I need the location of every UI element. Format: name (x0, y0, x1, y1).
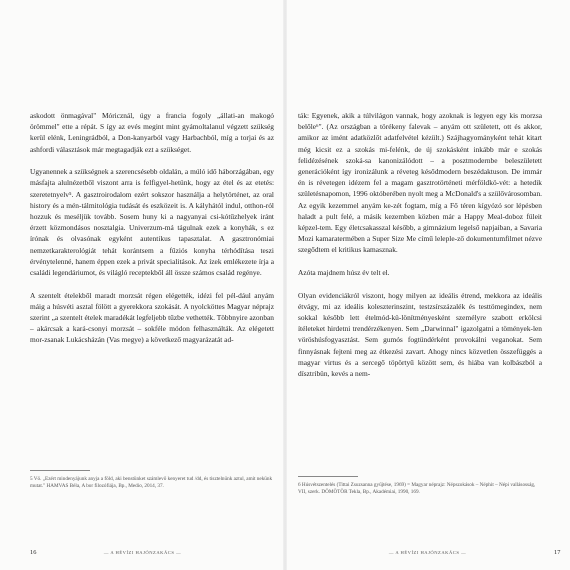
running-head-left: — A HÉVÍZI HAJÓNZAKÁCS — (103, 550, 182, 555)
page-number-left: 16 (30, 549, 37, 556)
right-body-text (298, 110, 542, 379)
page-number-right: 17 (554, 549, 561, 556)
paragraph: Olyan evidenciákról viszont, hogy milyen az ideális étrend, mekkora az ideális étvágy, mi az ideális koleszterinszint, testzsírszázalék és testtömegindex, nem sokkal később lett ételmód-kü-lönítményesként személyre szabott erkölcsi ítéleteket hirdetni trendérzékenyen. Sem „Darwinnal" igazolgatni a tömények-len vöröshúsfogyasztást. Sem gumós fogtündérként provokálni veganokat. Sem finnyásnak fejteni meg az étkezési zavart. Ahogy nincs közvetlen összefüggés a magyar virtus és a sercegő töpörtyű között sem, és hiába van kolbászból a dísztribün, kevés a nem- (298, 290, 542, 379)
left-footnote: 5 Vö. „Ezért mindenyájunk anyja a föld, aki benstünket számlevő kenyeret tud /dd, és tisztelnünk aztul, amit nekünk mutat." HAMVAS Béla, A bor filozófiája, Bp., Medio, 2014, 37. (30, 470, 274, 490)
paragraph: A szentelt ételekből maradt morzsát régen elégették, idézi fel pél-dául anyám máig a húsvéti asztal fölött a gyerekkora szokását. A nyolcköttes Magyar néprajz szerint „a szentelt ételek maradékát legfeljebb tűzbe vethették. Többnyire azonban – akárcsak a kará-csonyi morzsát – sokféle módon felhasználták. Az elégetett mor-zsanak Lukácsházán (Vas megye) a következő magyarázatát ad- (30, 290, 274, 345)
paragraph: Azóta majdnem húsz év telt el. (298, 268, 390, 278)
running-head-right: — A HÉVÍZI HAJÓNZAKÁCS — (388, 550, 467, 555)
left-body-text (30, 110, 274, 346)
paragraph: ták: Egyenek, akik a túlvilágon vannak, hogy azoknak is legyen egy kis morzsa belőle⁶". (Az országban a törékeny falevak – anyám ott született, ott és akkor, amikor az imént adatközlőt adatfelvétel kézült.) Szájhagyományként tehát kitart még kicsit ez a szokás mi-felénk, de új szokásként inkább már e szokás felidézésének szoká-sa kanonizálódott – a posztmodernbe beleszületett generációként így ironizálunk a réveteg késődmodern beszédaktuson. De immár én is révetegen idézem fel a magam gasztrotörténeti mérföldkö-vét: a hetedik születésnapomon, 1996 októberében nyolt meg a McDonald's a szülővárosomban. Az egyik kezemmel anyám ke-zét fogtam, míg a Fő téren kígyózó sor lépésben haladt a pult felé, a másik kezemben közben már a Happy Meal-doboz füleit képzel-tem. Egy életcsakasszal később, a gimnázium legelső napjaiban, a Savaria Mozi kamaratermében a Super Size Me című leleple-ző dokumentumfilmet nézve szegődtem el kritikus kamasznak. (298, 111, 542, 255)
right-footnote: 6 Húsvétszentelés (Tittai Zsuzsanna gyűjtése, 1969) = Magyar néprajz: Népszokások – Néphit – Népi vallásosság, VII, szerk. DÖMÖTÖR Tekla, Bp., Akadémiai, 1990, 169. (298, 476, 542, 496)
paragraph: Ugyanennek a szükségnek a szerencsésebb oldalán, a múló idő háborzágában, egy másfajta alulnézetből viszont arra is felfigyel-hetünk, hogy az étel és az etetés: szeretetnyelv⁵. A gasztroirodalom ezért sokszor használja a helytörténet, az oral history és a mén-tálmitológia tudását és eszközeit is. A kályhától indul, otthon-ról hozzuk és meséljük tovább. Sosem huny ki a nagyanyai csi-kótűzhelyek iránt érzett közmondásos nosztalgia. Univerzum-má tágulnak ezek a konyhák, s ez írónak és olvasónak egyként autentikus tapasztalat. A gasztronómiai nemzetkarakterológiát tehát korántsem a fűziós konyha térhódítása teszi érvénytelenné, hanem éppen ezek a privát specialitások. Az ízek emlékezete írja a családi legendáriumot, és világló receptekből áll össze számos család regénye. (30, 167, 274, 278)
right-page (285, 0, 570, 570)
paragraph: askodott önmagával" Móricznál, úgy a francia fogoly „állati-an makogó örömmel" ette a répát. S így az evés megint mint gyámoltalanul végzett szükség kerül elénk, Leningrádból, a Don-kanyarból vagy Harbachból, míg a torjai és az ashfordi választások már megtagadják ezt a szükséget. (30, 111, 274, 154)
